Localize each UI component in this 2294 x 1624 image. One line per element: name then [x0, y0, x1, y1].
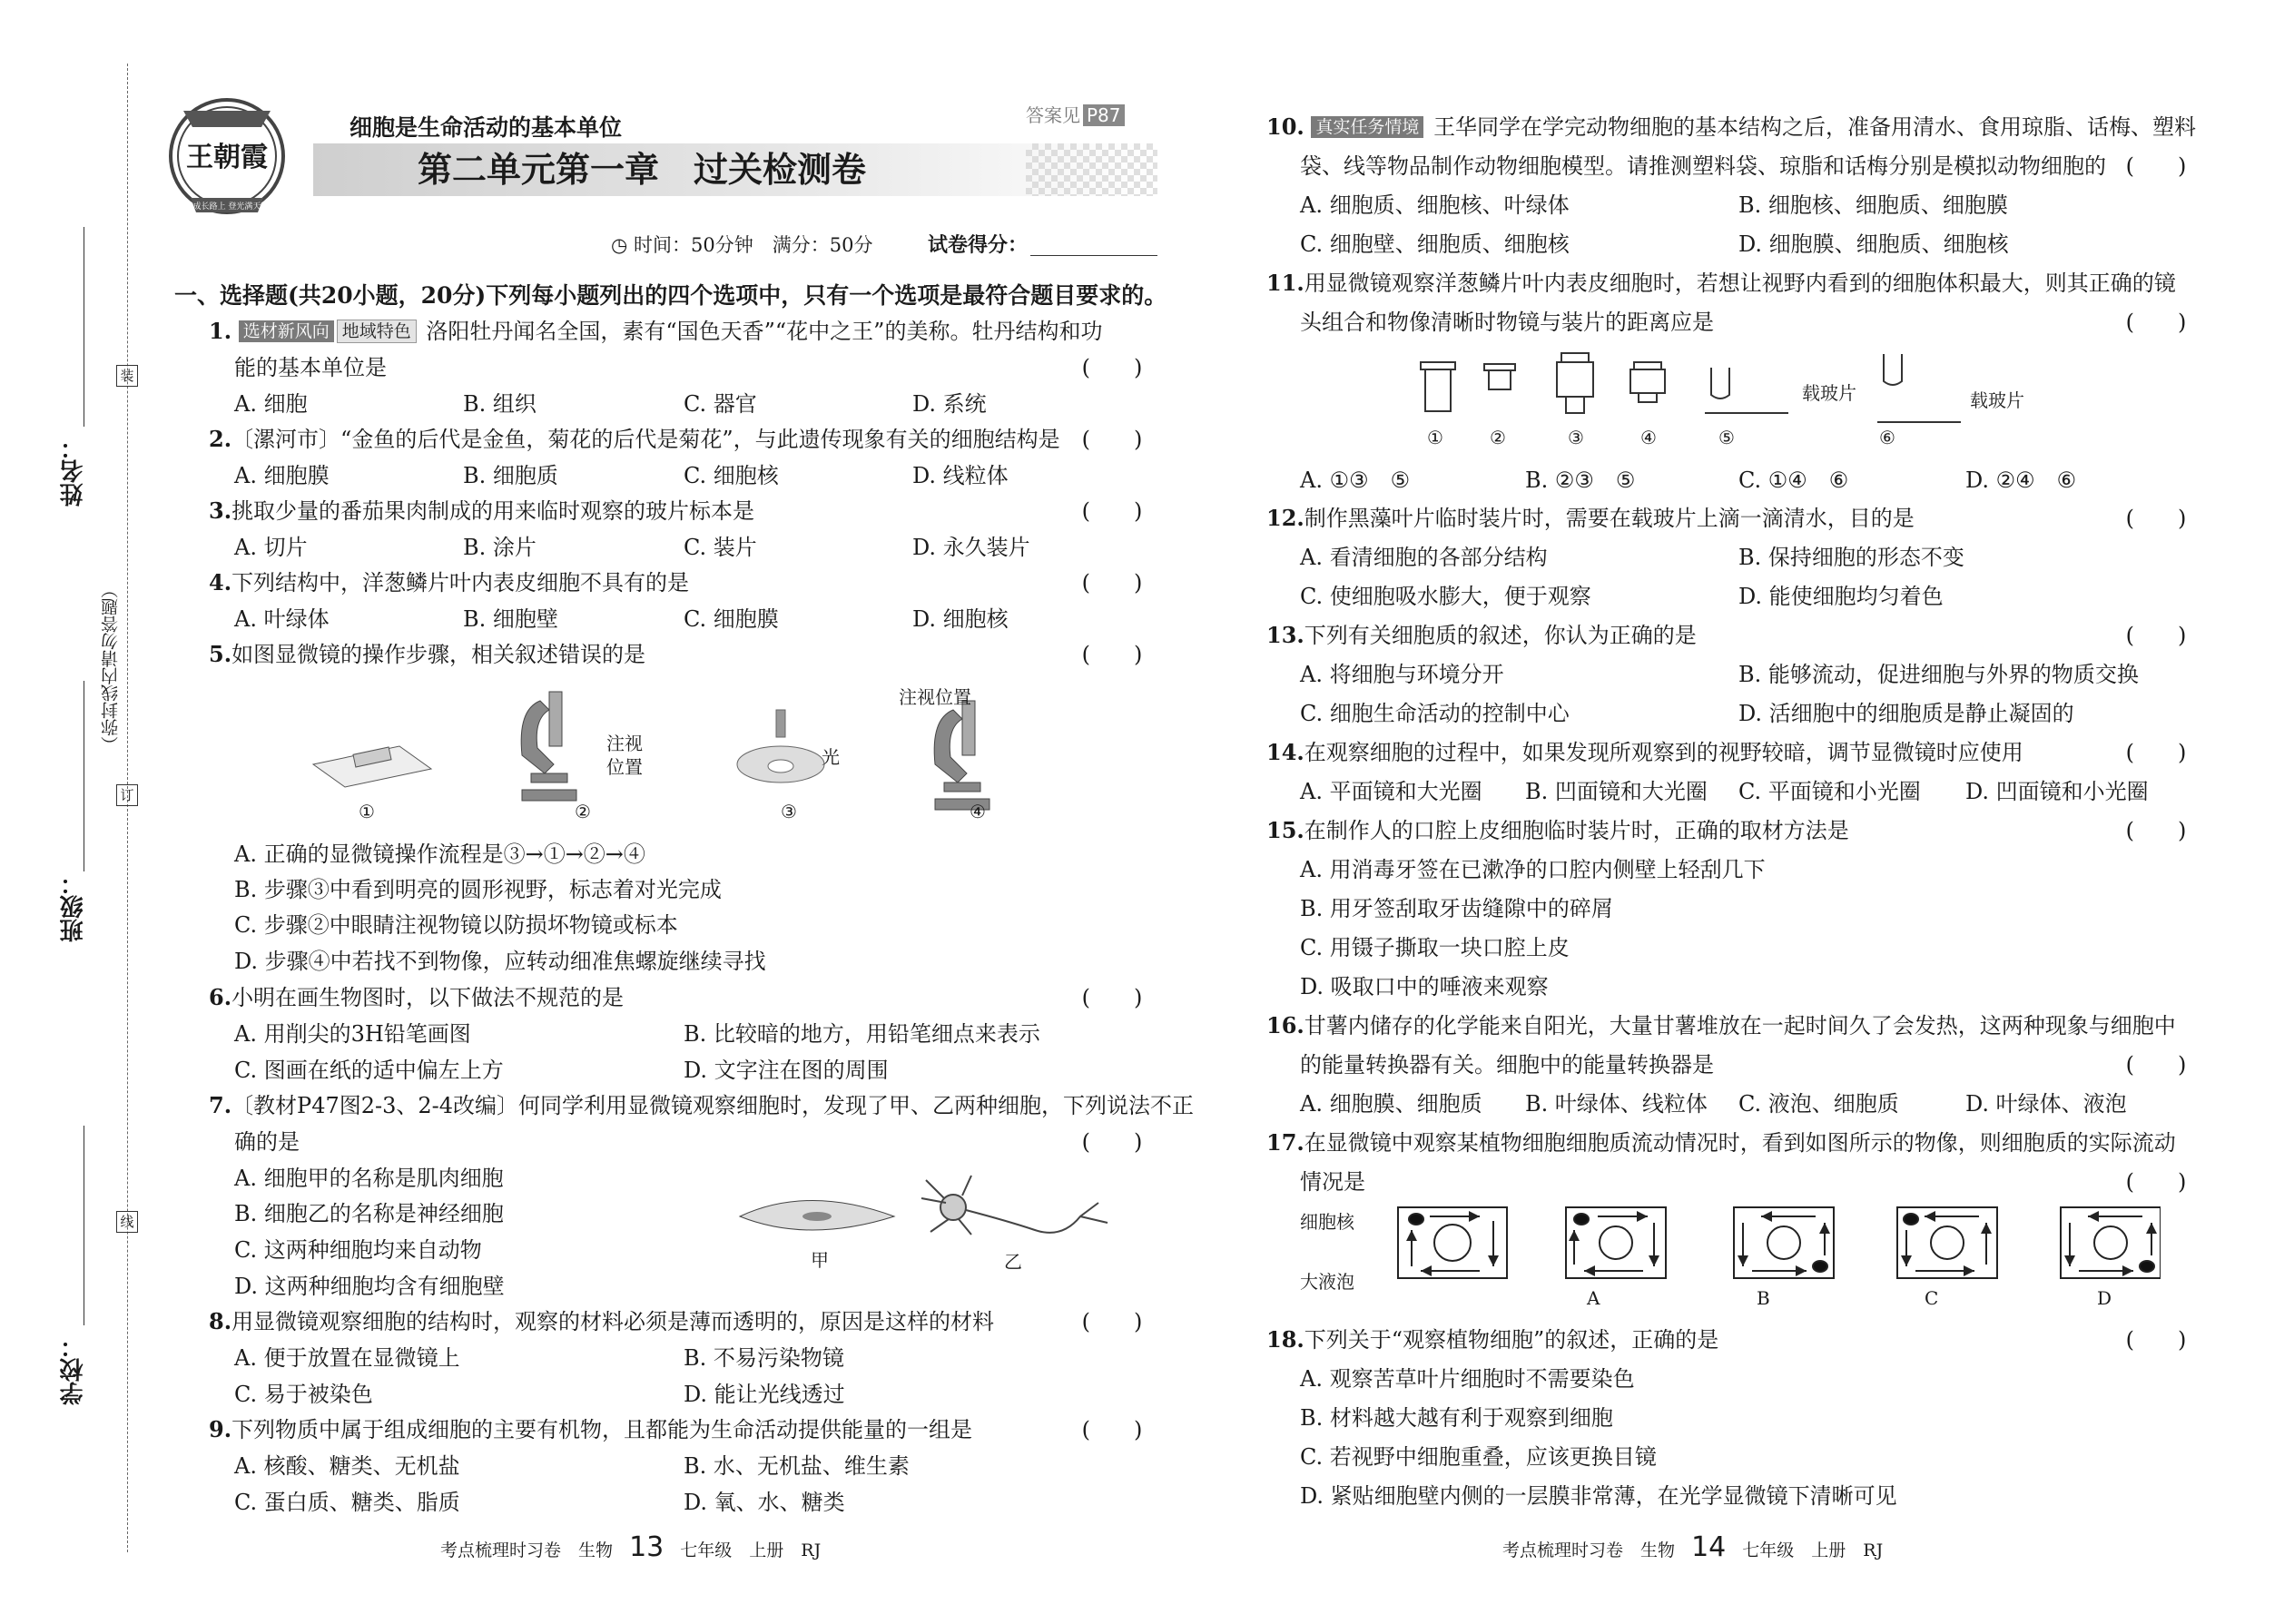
q11-eyepiece-long: [1421, 362, 1455, 411]
q14-stem-text: 在观察细胞的过程中，如果发现所观察到的视野较暗，调节显微镜时应使用: [1304, 740, 2023, 765]
q6-option-c[interactable]: C. 图画在纸的适中偏左上方: [234, 1058, 504, 1083]
binding-mark-2: 订: [116, 784, 138, 806]
q12-option-d[interactable]: D. 能使细胞均匀着色: [1738, 584, 1944, 609]
q10-stem: 王华同学在学完动物细胞的基本结构之后，准备用清水、食用琼脂、话梅、塑料: [1433, 114, 2197, 140]
q7-nerve-cell: [921, 1176, 1108, 1235]
q18-option-d[interactable]: D. 紧贴细胞壁内侧的一层膜非常薄，在光学显微镜下清晰可见: [1300, 1483, 1897, 1509]
q18-answer-blank[interactable]: ( ): [2125, 1327, 2187, 1353]
q9-option-c[interactable]: C. 蛋白质、糖类、脂质: [234, 1490, 460, 1515]
q10-stem-cont: 袋、线等物品制作动物细胞模型。请推测塑料袋、琼脂和话梅分别是模拟动物细胞的: [1300, 153, 2106, 179]
footer-left-page: 13: [629, 1531, 665, 1563]
logo-text: 王朝霞: [186, 142, 268, 173]
binding-mark-1: 装: [116, 365, 138, 387]
q9-option-a[interactable]: A. 核酸、糖类、无机盐: [234, 1453, 460, 1479]
q3-number: 3.: [209, 497, 232, 524]
footer-right-series: 考点梳理时习卷 生物: [1502, 1540, 1676, 1560]
q3-option-b[interactable]: B. 涂片: [463, 535, 537, 560]
q5-option-c[interactable]: C. 步骤②中眼睛注视物镜以防损坏物镜或标本: [234, 912, 678, 938]
binding-mark-3: 线: [116, 1211, 138, 1233]
q6-stem-text: 小明在画生物图时，以下做法不规范的是: [231, 985, 625, 1010]
q11-objective-slide-5: [1705, 368, 1788, 413]
time-info: [611, 231, 872, 259]
q1-tag-1: 选材新风向: [239, 320, 334, 342]
q5-fig-num-2: ②: [575, 801, 591, 822]
q6-option-d[interactable]: D. 文字注在图的周围: [684, 1058, 889, 1083]
q2-number: 2.: [209, 426, 232, 452]
q10-tag: 真实任务情境: [1311, 116, 1423, 138]
q14-stem: [1266, 739, 2023, 766]
q7-fig-label-yi: 乙: [1004, 1251, 1022, 1273]
q15-stem-text: 在制作人的口腔上皮细胞临时装片时，正确的取材方法是: [1304, 818, 1849, 843]
q12-option-b[interactable]: B. 保持细胞的形态不变: [1738, 545, 1964, 570]
q10-option-a[interactable]: A. 细胞质、细胞核、叶绿体: [1300, 192, 1570, 218]
q11-fig-num-5: ⑤: [1718, 427, 1735, 448]
q13-option-c[interactable]: C. 细胞生命活动的控制中心: [1300, 701, 1570, 726]
q5-fig-note-light: 光: [822, 746, 840, 768]
q9-answer-blank[interactable]: ( ): [1081, 1417, 1143, 1442]
q17-option-a-cell: [1566, 1207, 1666, 1278]
q5-fig-note-watch-2: 注视位置: [606, 733, 643, 778]
q10-line1: [1266, 113, 2196, 141]
q11-fig-num-2: ②: [1490, 427, 1506, 448]
q16-option-d[interactable]: D. 叶绿体、液泡: [1965, 1091, 2127, 1117]
header-subtitle: 细胞是生命活动的基本单位: [350, 114, 623, 141]
q16-option-a[interactable]: A. 细胞膜、细胞质: [1300, 1091, 1482, 1117]
q8-number: 8.: [209, 1308, 232, 1334]
q10-number: 10.: [1266, 113, 1305, 140]
q5-fig-num-3: ③: [781, 801, 797, 822]
q7-number: 7.: [209, 1092, 232, 1118]
q17-figure: [1380, 1203, 2161, 1284]
q11-fig-num-1: ①: [1427, 427, 1443, 448]
q12-stem: [1266, 505, 1915, 532]
q17-fig-label-a: A: [1587, 1287, 1600, 1309]
q11-option-a[interactable]: A. ①③ ⑤: [1300, 468, 1411, 493]
q7-figure: [735, 1166, 1117, 1266]
q1-stem-cont: 能的基本单位是: [234, 355, 387, 380]
q14-answer-blank[interactable]: ( ): [2125, 740, 2187, 765]
q7-option-a[interactable]: A. 细胞甲的名称是肌肉细胞: [234, 1166, 504, 1191]
logo-slogan: 成长路上 登光满天: [192, 202, 261, 212]
q18-option-c[interactable]: C. 若视野中细胞重叠，应该更换目镜: [1300, 1444, 1657, 1470]
q4-option-b[interactable]: B. 细胞壁: [463, 606, 558, 632]
q8-option-c[interactable]: C. 易于被染色: [234, 1382, 373, 1407]
q2-answer-blank[interactable]: ( ): [1081, 427, 1143, 452]
q2-stem-text: 〔漯河市〕“金鱼的后代是金鱼，菊花的后代是菊花”，与此遗传现象有关的细胞结构是: [231, 427, 1060, 452]
q11-option-d[interactable]: D. ②④ ⑥: [1965, 468, 2077, 493]
q12-stem-text: 制作黑藻叶片临时装片时，需要在载玻片上滴一滴清水，目的是: [1304, 506, 1915, 531]
q17-stem-text: 在显微镜中观察某植物细胞细胞质流动情况时，看到如图所示的物像，则细胞质的实际流动: [1304, 1130, 2176, 1156]
q1-number: 1.: [209, 318, 232, 344]
q18-option-a[interactable]: A. 观察苦草叶片细胞时不需要染色: [1300, 1366, 1635, 1392]
q12-answer-blank[interactable]: ( ): [2125, 506, 2187, 531]
q17-option-c-cell: [1897, 1207, 1997, 1278]
q11-option-c[interactable]: C. ①④ ⑥: [1738, 468, 1849, 493]
q8-option-a[interactable]: A. 便于放置在显微镜上: [234, 1345, 460, 1371]
q5-number: 5.: [209, 641, 232, 667]
q11-stem: [1266, 270, 2176, 297]
section-heading: 一、选择题(共20小题，20分)下列每小题列出的四个选项中，只有一个选项是最符合题目要求的。: [174, 282, 1167, 309]
q1-option-c[interactable]: C. 器官: [684, 391, 757, 417]
q16-number: 16.: [1266, 1012, 1305, 1038]
q1-line1: [209, 318, 1102, 345]
q13-option-d[interactable]: D. 活细胞中的细胞质是静止凝固的: [1738, 701, 2074, 726]
q15-option-a[interactable]: A. 用消毒牙签在已漱净的口腔内侧壁上轻刮几下: [1300, 857, 1766, 882]
q5-fig2-microscope: [521, 692, 576, 801]
q1-option-a[interactable]: A. 细胞: [234, 391, 308, 417]
q1-tag-2: 地域特色: [337, 320, 417, 343]
q17-fig-label-c: C: [1925, 1287, 1939, 1309]
q10-answer-blank[interactable]: ( ): [2125, 153, 2187, 179]
q14-option-b[interactable]: B. 凹面镜和大光圈: [1525, 779, 1708, 804]
q6-option-b[interactable]: B. 比较暗的地方，用铅笔细点来表示: [684, 1021, 1040, 1047]
q7-stem-cont: 确的是: [234, 1129, 300, 1155]
footer-left: [440, 1531, 822, 1564]
q5-fig3-hands: [737, 710, 824, 782]
q15-option-b[interactable]: B. 用牙签刮取牙齿缝隙中的碎屑: [1300, 896, 1613, 921]
q5-stem: [209, 641, 645, 668]
q9-number: 9.: [209, 1416, 232, 1442]
q15-option-d[interactable]: D. 吸取口中的唾液来观察: [1300, 974, 1549, 999]
q11-objective-slide-6: [1877, 354, 1961, 422]
q13-stem: [1266, 622, 1697, 649]
q14-option-a[interactable]: A. 平面镜和大光圈: [1300, 779, 1482, 804]
q11-objective-long: [1557, 353, 1593, 413]
q16-option-b[interactable]: B. 叶绿体、线粒体: [1525, 1091, 1708, 1117]
q17-option-d-cell: [2061, 1207, 2161, 1278]
footer-right-grade: 七年级 上册 RJ: [1742, 1540, 1884, 1560]
q11-objective-short: [1630, 362, 1665, 402]
q16-option-c[interactable]: C. 液泡、细胞质: [1738, 1091, 1899, 1117]
q8-option-d[interactable]: D. 能让光线透过: [684, 1382, 845, 1407]
q11-stem-cont: 头组合和物像清晰时物镜与装片的距离应是: [1300, 310, 1714, 335]
q1-answer-blank[interactable]: ( ): [1081, 355, 1143, 380]
answer-ref: [1026, 102, 1125, 129]
q7-stem: [209, 1092, 1194, 1119]
q7-option-d[interactable]: D. 这两种细胞均含有细胞壁: [234, 1274, 505, 1299]
class-label: 班级：: [60, 871, 87, 942]
footer-left-series: 考点梳理时习卷 生物: [440, 1540, 614, 1560]
footer-right-page: 14: [1691, 1531, 1727, 1563]
q5-answer-blank[interactable]: ( ): [1081, 642, 1143, 667]
q9-stem: [209, 1416, 972, 1443]
q11-fig-slide-6: 载玻片: [1970, 389, 2024, 411]
q12-option-a[interactable]: A. 看清细胞的各部分结构: [1300, 545, 1548, 570]
q17-fig-nucleus-label: 细胞核: [1300, 1211, 1354, 1233]
q11-fig-num-4: ④: [1640, 427, 1657, 448]
q5-option-a[interactable]: A. 正确的显微镜操作流程是③→①→②→④: [234, 842, 645, 867]
q17-fig-label-b: B: [1757, 1287, 1770, 1309]
q15-number: 15.: [1266, 817, 1305, 843]
q18-stem-text: 下列关于“观察植物细胞”的叙述，正确的是: [1304, 1327, 1719, 1353]
name-label: 姓名：: [60, 436, 87, 507]
q1-stem: 洛阳牡丹闻名全国，素有“国色天香”“花中之王”的美称。牡丹结构和功: [426, 319, 1103, 344]
q17-option-b-cell: [1734, 1207, 1834, 1278]
q14-number: 14.: [1266, 739, 1305, 765]
q17-original-cell: [1398, 1207, 1507, 1278]
q2-option-a[interactable]: A. 细胞膜: [234, 463, 330, 488]
page-title: 第二单元第一章 过关检测卷: [418, 150, 867, 190]
q6-stem: [209, 984, 624, 1011]
q7-option-c[interactable]: C. 这两种细胞均来自动物: [234, 1237, 482, 1263]
q11-figure: [1416, 349, 1961, 431]
q11-eyepiece-short: [1484, 364, 1515, 389]
q13-option-a[interactable]: A. 将细胞与环境分开: [1300, 662, 1504, 687]
q12-option-c[interactable]: C. 使细胞吸水膨大，便于观察: [1300, 584, 1591, 609]
q5-fig-num-4: ④: [970, 801, 986, 822]
clock-icon: ◷: [611, 234, 628, 256]
q9-stem-text: 下列物质中属于组成细胞的主要有机物，且都能为生命活动提供能量的一组是: [231, 1417, 973, 1442]
q17-answer-blank[interactable]: ( ): [2125, 1169, 2187, 1195]
q5-fig4-microscope: [934, 701, 989, 810]
q13-stem-text: 下列有关细胞质的叙述，你认为正确的是: [1304, 623, 1697, 648]
q7-stem-text: 〔教材P47图2-3、2-4改编〕何同学利用显微镜观察细胞时，发现了甲、乙两种细胞，下列说法不正: [231, 1093, 1195, 1118]
answer-ref-page: P87: [1083, 104, 1125, 126]
q4-option-c[interactable]: C. 细胞膜: [684, 606, 779, 632]
q16-stem-cont: 的能量转换器有关。细胞中的能量转换器是: [1300, 1052, 1714, 1078]
q17-stem: [1266, 1129, 2176, 1156]
q11-number: 11.: [1266, 270, 1305, 296]
q10-option-c[interactable]: C. 细胞壁、细胞质、细胞核: [1300, 231, 1570, 257]
q11-fig-num-3: ③: [1568, 427, 1584, 448]
q9-option-d[interactable]: D. 氧、水、糖类: [684, 1490, 845, 1515]
time-text: 时间：50分钟 满分：50分: [634, 234, 873, 256]
q7-answer-blank[interactable]: ( ): [1081, 1129, 1143, 1155]
q11-option-b[interactable]: B. ②③ ⑤: [1525, 468, 1636, 493]
q4-option-d[interactable]: D. 细胞核: [912, 606, 1009, 632]
school-label: 学校：: [60, 1334, 87, 1405]
q18-stem: [1266, 1326, 1718, 1353]
q4-number: 4.: [209, 569, 232, 595]
q2-option-d[interactable]: D. 线粒体: [912, 463, 1009, 488]
q15-option-c[interactable]: C. 用镊子撕取一块口腔上皮: [1300, 935, 1570, 960]
q6-answer-blank[interactable]: ( ): [1081, 985, 1143, 1010]
q11-stem-text: 用显微镜观察洋葱鳞片叶内表皮细胞时，若想让视野内看到的细胞体积最大，则其正确的镜: [1304, 271, 2176, 296]
q8-option-b[interactable]: B. 不易污染物镜: [684, 1345, 844, 1371]
q4-option-a[interactable]: A. 叶绿体: [234, 606, 330, 632]
q1-option-d[interactable]: D. 系统: [912, 391, 987, 417]
q5-fig-note-watch-4: 注视位置: [899, 686, 971, 708]
q10-option-b[interactable]: B. 细胞核、细胞质、细胞膜: [1738, 192, 2008, 218]
q14-option-d[interactable]: D. 凹面镜和小光圈: [1965, 779, 2149, 804]
q12-number: 12.: [1266, 505, 1305, 531]
q7-option-b[interactable]: B. 细胞乙的名称是神经细胞: [234, 1201, 504, 1226]
seal-note: （弥封线内请勿答题）: [101, 581, 121, 753]
q2-option-c[interactable]: C. 细胞核: [684, 463, 779, 488]
q8-answer-blank[interactable]: ( ): [1081, 1309, 1143, 1334]
score-label: 试卷得分：: [928, 233, 1029, 257]
score-line: [1030, 255, 1157, 256]
q11-fig-num-6: ⑥: [1879, 427, 1895, 448]
logo: [163, 91, 290, 218]
q13-answer-blank[interactable]: ( ): [2125, 623, 2187, 648]
q7-fig-label-jia: 甲: [811, 1249, 829, 1271]
q8-stem-text: 用显微镜观察细胞的结构时，观察的材料必须是薄而透明的，原因是这样的材料: [231, 1309, 995, 1334]
q8-stem: [209, 1308, 994, 1335]
binding-line: [127, 64, 128, 1552]
q16-answer-blank[interactable]: ( ): [2125, 1052, 2187, 1078]
q3-stem-text: 挑取少量的番茄果肉制成的用来临时观察的玻片标本是: [231, 498, 755, 524]
title-checker: [1026, 143, 1157, 196]
q14-option-c[interactable]: C. 平面镜和小光圈: [1738, 779, 1921, 804]
q18-number: 18.: [1266, 1326, 1305, 1353]
q11-fig-slide-5: 载玻片: [1802, 382, 1856, 404]
q4-stem: [209, 569, 689, 596]
q13-number: 13.: [1266, 622, 1305, 648]
q3-answer-blank[interactable]: ( ): [1081, 498, 1143, 524]
answer-ref-label: 答案见: [1026, 104, 1080, 126]
q2-stem: [209, 426, 1060, 453]
q17-stem-cont: 情况是: [1300, 1169, 1365, 1195]
q18-option-b[interactable]: B. 材料越大越有利于观察到细胞: [1300, 1405, 1613, 1431]
q4-stem-text: 下列结构中，洋葱鳞片叶内表皮细胞不具有的是: [231, 570, 690, 595]
q11-answer-blank[interactable]: ( ): [2125, 310, 2187, 335]
q15-answer-blank[interactable]: ( ): [2125, 818, 2187, 843]
q4-answer-blank[interactable]: ( ): [1081, 570, 1143, 595]
q2-option-b[interactable]: B. 细胞质: [463, 463, 558, 488]
q5-option-b[interactable]: B. 步骤③中看到明亮的圆形视野，标志着对光完成: [234, 877, 722, 902]
q3-option-c[interactable]: C. 装片: [684, 535, 757, 560]
q5-stem-text: 如图显微镜的操作步骤，相关叙述错误的是: [231, 642, 646, 667]
q17-number: 17.: [1266, 1129, 1305, 1156]
footer-right: [1502, 1531, 1884, 1564]
q15-stem: [1266, 817, 1849, 844]
q17-fig-label-d: D: [2097, 1287, 2112, 1309]
q6-option-a[interactable]: A. 用削尖的3H铅笔画图: [234, 1021, 471, 1047]
q17-fig-vacuole-label: 大液泡: [1300, 1271, 1354, 1293]
q9-option-b[interactable]: B. 水、无机盐、维生素: [684, 1453, 910, 1479]
q16-stem: [1266, 1012, 2176, 1039]
q3-stem: [209, 497, 754, 525]
q6-number: 6.: [209, 984, 232, 1010]
footer-left-grade: 七年级 上册 RJ: [680, 1540, 822, 1560]
q5-fig-num-1: ①: [359, 801, 375, 822]
q13-option-b[interactable]: B. 能够流动，促进细胞与外界的物质交换: [1738, 662, 2139, 687]
q5-option-d[interactable]: D. 步骤④中若找不到物像，应转动细准焦螺旋继续寻找: [234, 949, 766, 974]
q5-fig1-stage: [313, 746, 431, 787]
q3-option-a[interactable]: A. 切片: [234, 535, 308, 560]
q1-option-b[interactable]: B. 组织: [463, 391, 537, 417]
q3-option-d[interactable]: D. 永久装片: [912, 535, 1030, 560]
q10-option-d[interactable]: D. 细胞膜、细胞质、细胞核: [1738, 231, 2009, 257]
q16-stem-text: 甘薯内储存的化学能来自阳光，大量甘薯堆放在一起时间久了会发热，这两种现象与细胞中: [1304, 1013, 2176, 1038]
